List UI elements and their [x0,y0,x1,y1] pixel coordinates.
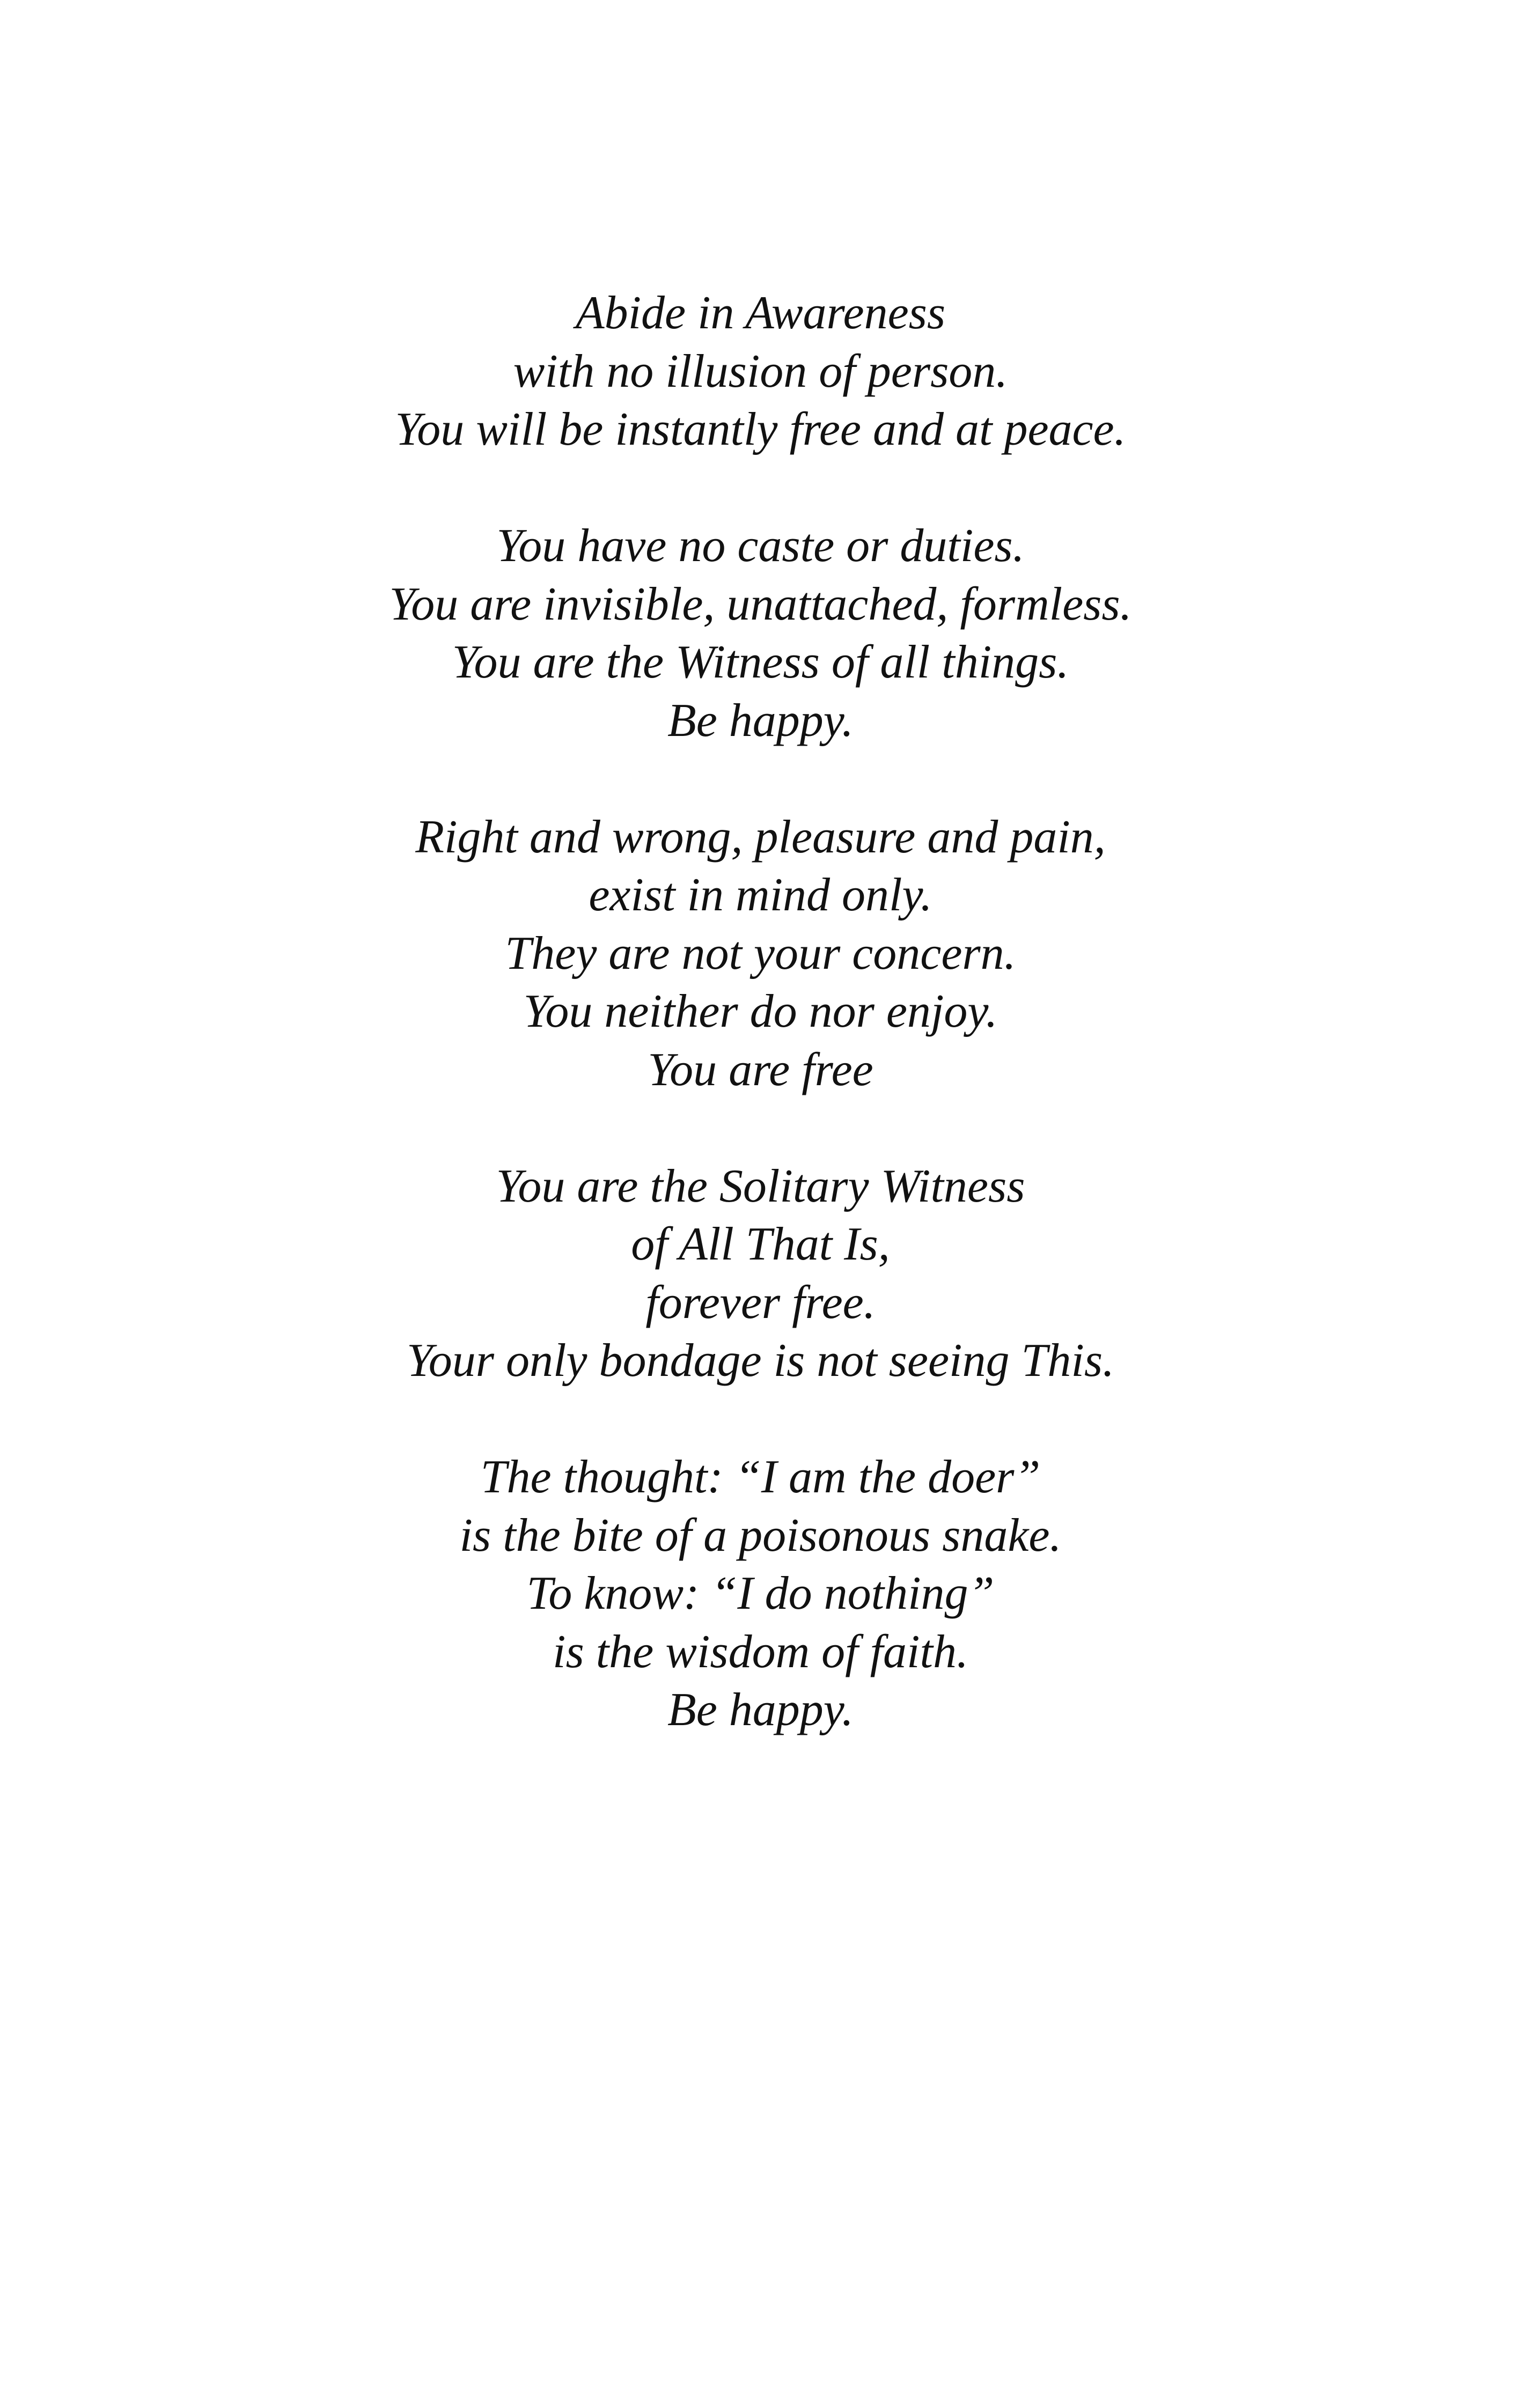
stanza-2 [0,517,1521,750]
poem-line: You are the Witness of all things. [452,636,1069,688]
stanza-4 [0,1158,1521,1390]
poem-line: The thought: “I am the doer” [480,1451,1041,1503]
stanza-3 [0,808,1521,1100]
poem-line: Right and wrong, pleasure and pain, [415,811,1106,863]
poem-line: They are not your concern. [505,927,1016,980]
poem-line: exist in mind only. [589,869,932,921]
poem-line: You are free [648,1043,873,1096]
stanza-5 [0,1448,1521,1740]
poem-line: You have no caste or duties. [496,520,1025,572]
poem-line: Your only bondage is not seeing This. [406,1335,1115,1387]
poem-line: forever free. [645,1276,876,1329]
stanza-1 [0,284,1521,459]
poem-line: You are the Solitary Witness [496,1160,1025,1212]
poem-line: You will be instantly free and at peace. [395,403,1126,455]
poem [0,284,1521,1740]
poem-line: Be happy. [667,1684,854,1736]
poem-line: To know: “I do nothing” [526,1567,995,1619]
poem-line: is the wisdom of faith. [553,1625,968,1678]
poem-line: with no illusion of person. [513,345,1008,397]
poem-line: of All That Is, [631,1218,890,1270]
poem-line: You neither do nor enjoy. [523,985,998,1037]
poem-line: is the bite of a poisonous snake. [459,1509,1062,1562]
poem-line: Abide in Awareness [575,287,946,339]
poem-line: Be happy. [667,694,854,747]
poem-line: You are invisible, unattached, formless. [389,578,1132,630]
